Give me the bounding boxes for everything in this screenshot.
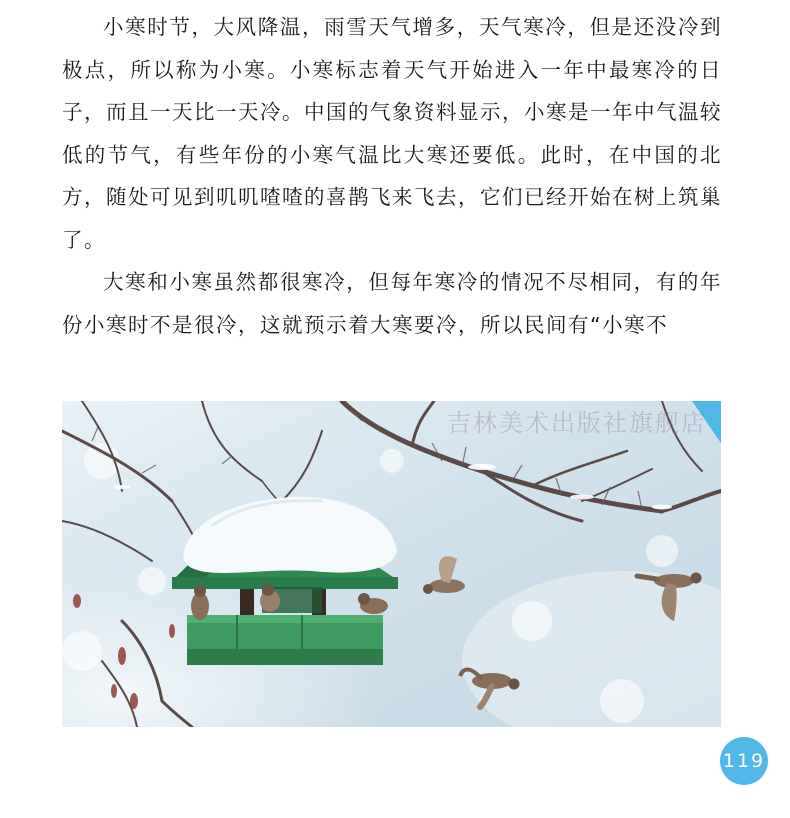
photo-illustration (62, 401, 721, 727)
body-text (62, 6, 722, 346)
paragraph-1: 小寒时节，大风降温，雨雪天气增多，天气寒冷，但是还没冷到极点，所以称为小寒。小寒标志着天气开始进入一年中最寒冷的日子，而且一天比一天冷。中国的气象资料显示，小寒是一年中气温较低的节气，有些年份的小寒气温比大寒还要低。此时，在中国的北方，随处可见到叽叽喳喳的喜鹊飞来飞去，它们已经开始在树上筑巢了。 (62, 15, 722, 252)
birdhouse-photo (62, 401, 721, 727)
page-number: 119 (722, 750, 766, 772)
paragraph-2: 大寒和小寒虽然都很寒冷，但每年寒冷的情况不尽相同，有的年份小寒时不是很冷，这就预示着大寒要冷，所以民间有“小寒不 (62, 270, 722, 337)
watermark-text: 吉林美术出版社旗舰店 (447, 409, 707, 437)
page-number-badge (720, 737, 768, 785)
